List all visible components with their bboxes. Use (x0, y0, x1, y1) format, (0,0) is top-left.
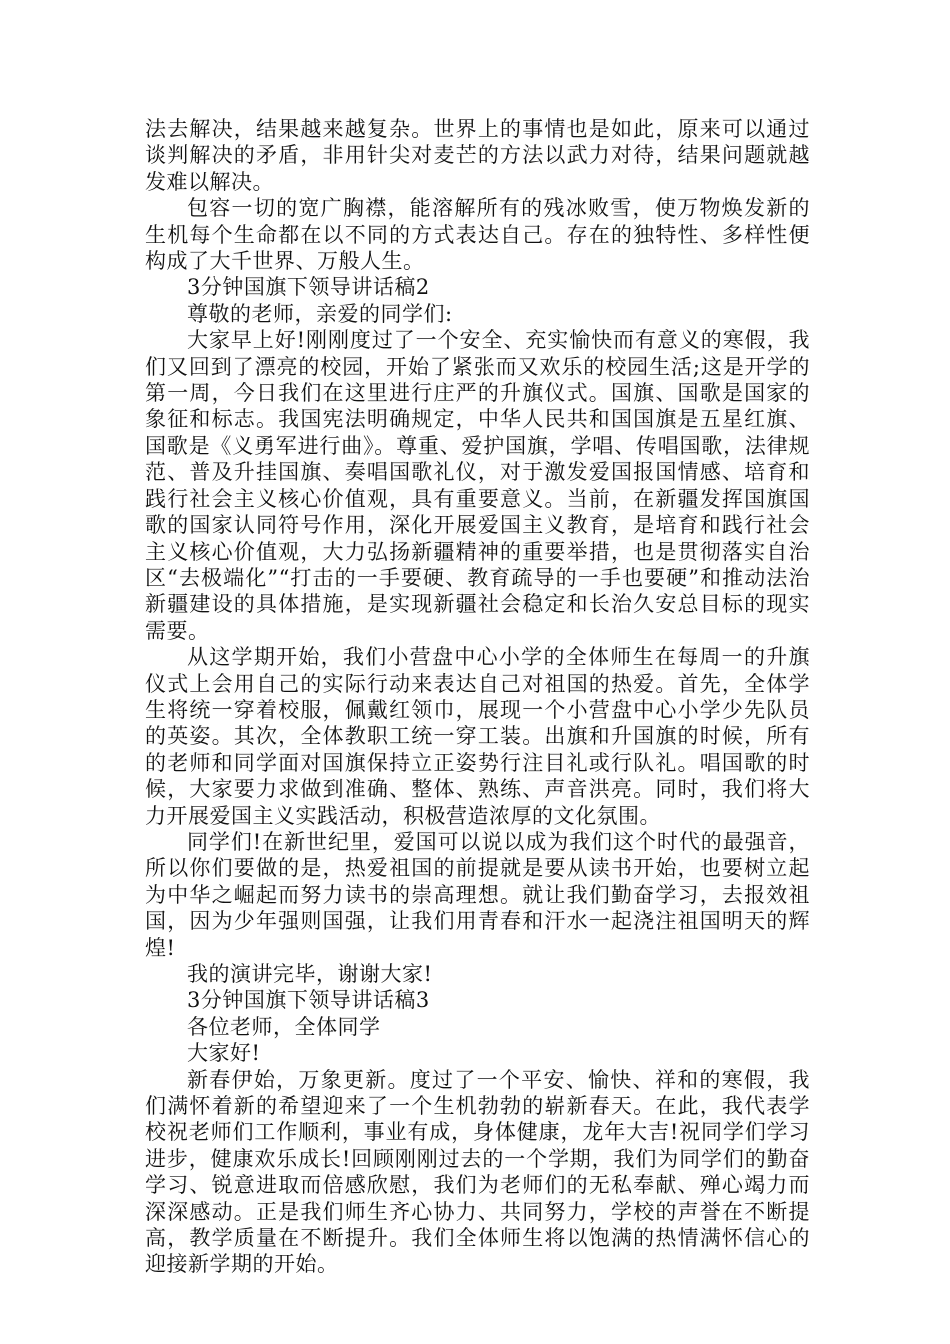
speech-3-greeting: 大家好! (187, 1041, 261, 1066)
speech-2-closing: 我的演讲完毕，谢谢大家! (187, 962, 433, 986)
speech-2-title: 3分钟国旗下领导讲话稿2 (187, 275, 430, 300)
speech-2-paragraph-1: 大家早上好!刚刚度过了一个安全、充实愉快而有意义的寒假，我们又回到了漂亮的校园，开始了紧张而又欢乐的校园生活;这是开学的第一周，今日我们在这里进行庄严的升旗仪式。国旗、国歌是国家的象征和标志。我国宪法明确规定，中华人民共和国国旗是五星红旗、国歌是《义勇军进行曲》。尊重、爱护国旗，学唱、传唱国歌，法律规范、普及升挂国旗、奏唱国歌礼仪，对于激发爱国报国情感、培育和践行社会主义核心价值观，具有重要意义。当前，在新疆发挥国旗国歌的国家认同符号作用，深化开展爱国主义教育，是培育和践行社会主义核心价值观，大力弘扬新疆精神的重要举措，也是贯彻落实自治区“去极端化”“打击的一手要硬、教育疏导的一手也要硬”和推动法治新疆建设的具体措施，是实现新疆社会稳定和长治久安总目标的现实需要。 (145, 328, 810, 643)
speech-2-paragraph-2: 从这学期开始，我们小营盘中心小学的全体师生在每周一的升旗仪式上会用自己的实际行动来表达自己对祖国的热爱。首先，全体学生将统一穿着校服，佩戴红领巾，展现一个小营盘中心小学少先队员的英姿。其次，全体教职工统一穿工装。出旗和升国旗的时候，所有的老师和同学面对国旗保持立正姿势行注目礼或行队礼。唱国歌的时候，大家要力求做到准确、整体、熟练、声音洪亮。同时，我们将大力开展爱国主义实践活动，积极营造浓厚的文化氛围。 (145, 645, 810, 828)
speech-3-salutation: 各位老师，全体同学 (187, 1014, 381, 1039)
speech-2-paragraph-3: 同学们!在新世纪里，爱国可以说以成为我们这个时代的最强音，所以你们要做的是，热爱祖国的前提就是要从读书开始，也要树立起为中华之崛起而努力读书的崇高理想。就让我们勤奋学习，去报效祖国，因为少年强则国强，让我们用青春和汗水一起浇注祖国明天的辉煌! (145, 829, 810, 960)
speech-2-salutation: 尊敬的老师，亲爱的同学们: (187, 301, 453, 326)
paragraph-tolerance: 包容一切的宽广胸襟，能溶解所有的残冰败雪，使万物焕发新的生机每个生命都在以不同的方式表达自己。存在的独特性、多样性便构成了大千世界、万般人生。 (145, 196, 810, 274)
speech-3-paragraph-1: 新春伊始，万象更新。度过了一个平安、愉快、祥和的寒假，我们满怀着新的希望迎来了一个生机勃勃的崭新春天。在此，我代表学校祝老师们工作顺利，事业有成，身体健康，龙年大吉!祝同学们学习进步，健康欢乐成长!回顾刚刚过去的一个学期，我们为同学们的勤奋学习、锐意进取而倍感欣慰，我们为老师们的无私奉献、殚心竭力而深深感动。正是我们师生齐心协力、共同努力，学校的声誉在不断提高，教学质量在不断提升。我们全体师生将以饱满的热情满怀信心的迎接新学期的开始。 (145, 1067, 810, 1277)
paragraph-continuation: 法去解决，结果越来越复杂。世界上的事情也是如此，原来可以通过谈判解决的矛盾，非用针尖对麦芒的方法以武力对待，结果问题就越发难以解决。 (145, 117, 810, 194)
speech-3-title: 3分钟国旗下领导讲话稿3 (187, 988, 430, 1013)
document-body (145, 116, 810, 1278)
